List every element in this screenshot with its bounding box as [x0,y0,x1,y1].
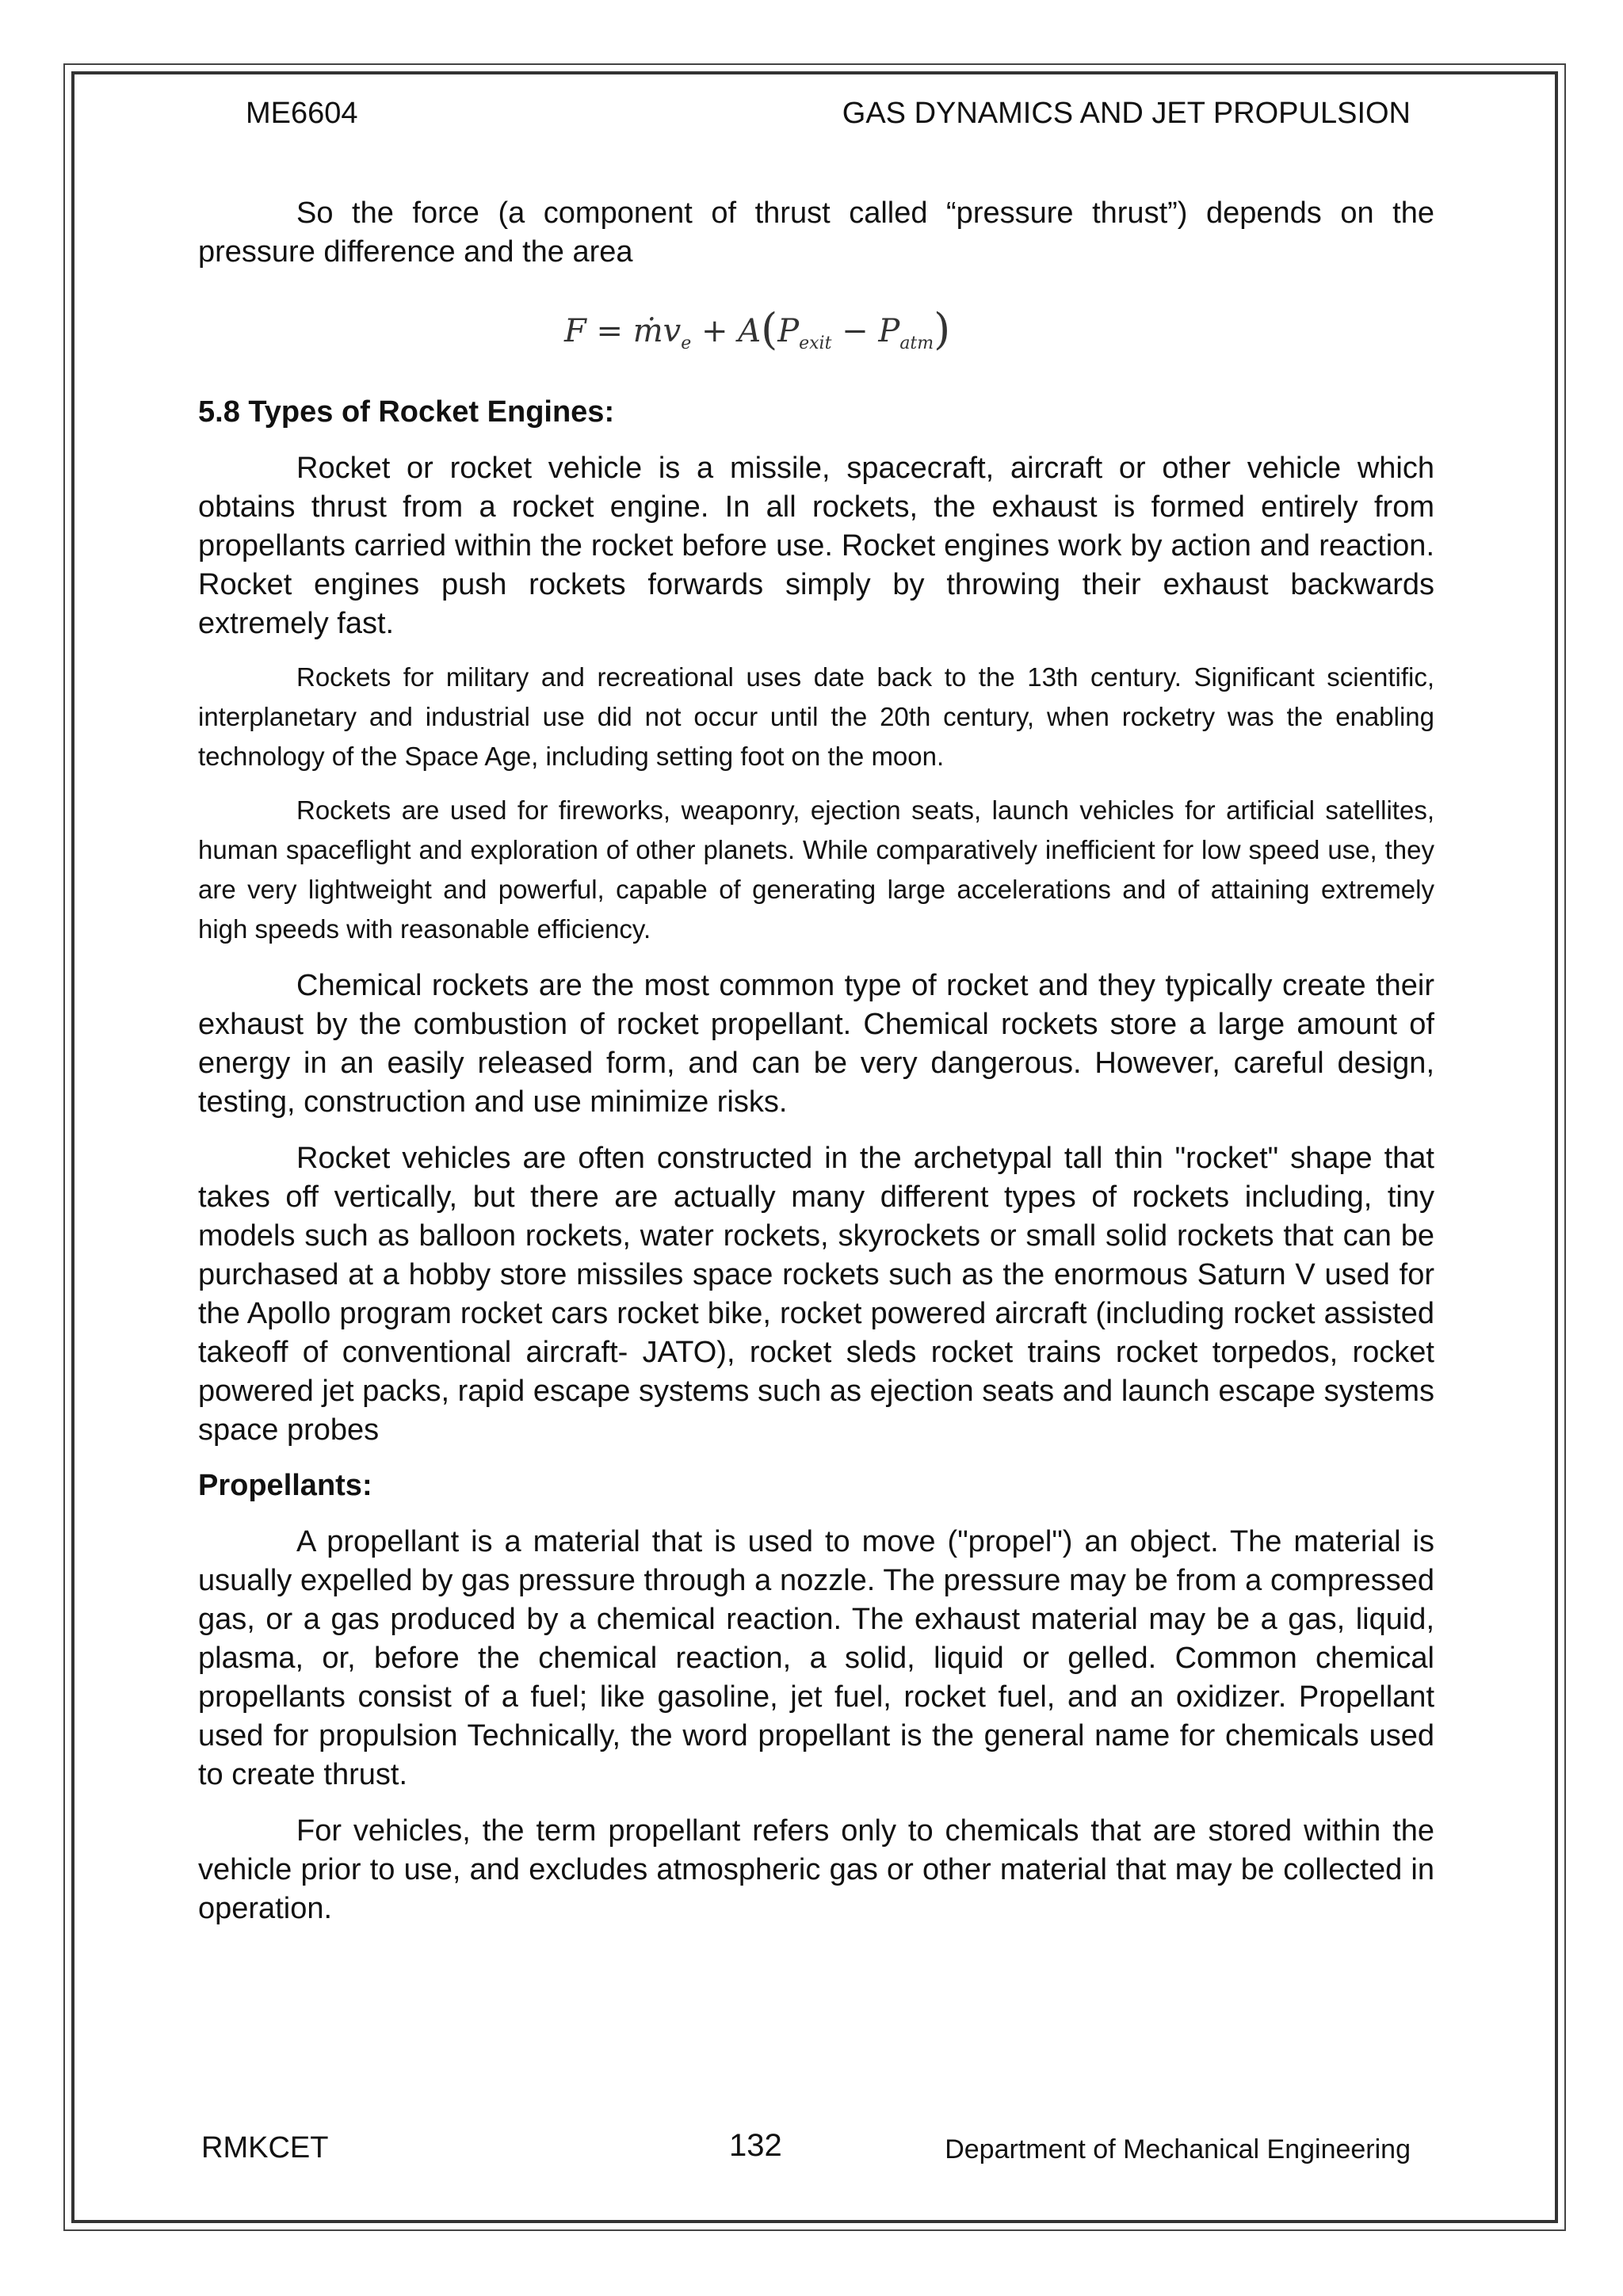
page-content [198,194,1434,1928]
rocket-paragraph-4: Chemical rockets are the most common type of rocket and they typically create their exhaust by the combustion of rocket propellant. Chemical rockets store a large amount of energy in an easily released form, and can be very dangerous. However, careful design, testing, construction and use minimize risks. [198,969,1434,1119]
formula-exit-subscript: exit [799,334,832,353]
formula-open-paren: ( [761,304,778,354]
rocket-paragraph-2: Rockets for military and recreational uses date back to the 13th century. Significant scientific, interplanetary and industrial use did not occur until the 20th century, when rocketry was the enabling technology of the Space Age, including setting foot on the moon. [198,662,1434,771]
course-code: ME6604 [246,97,358,130]
intro-paragraph: So the force (a component of thrust called “pressure thrust”) depends on the pressure difference and the area [198,196,1434,269]
section-heading-rocket-engines: 5.8 Types of Rocket Engines: [198,395,615,429]
thrust-formula [564,302,1434,357]
section-heading-propellants: Propellants: [198,1469,372,1502]
course-title: GAS DYNAMICS AND JET PROPULSION [842,97,1411,130]
rocket-paragraph-1: Rocket or rocket vehicle is a missile, spacecraft, aircraft or other vehicle which obtains thrust from a rocket engine. In all rockets, the exhaust is formed entirely from propellants carried within the rocket before use. Rocket engines work by action and reaction. Rocket engines push rockets forwards simply by throwing their exhaust backwards extremely fast. [198,452,1434,640]
footer-institution: RMKCET [201,2131,329,2164]
formula-atm-subscript: atm [899,334,934,353]
formula-area: A [738,313,762,349]
propellants-paragraph-2: For vehicles, the term propellant refers only to chemicals that are stored within the vehicle prior to use, and excludes atmospheric gas or other material that may be collected in operation. [198,1814,1434,1925]
formula-velocity-subscript: e [681,334,692,353]
page-footer [201,2128,1411,2171]
rocket-paragraph-3: Rockets are used for fireworks, weaponry, ejection seats, launch vehicles for artificial satellites, human spaceflight and exploration of other planets. While comparatively inefficient for low speed use, they are very lightweight and powerful, capable of generating large accelerations and of attaining extremely high speeds with reasonable efficiency. [198,795,1434,944]
formula-lhs: F [564,313,586,349]
formula-close-paren: ) [934,304,951,354]
formula-plus: + [701,313,728,349]
formula-minus: − [842,313,869,349]
propellants-paragraph-1: A propellant is a material that is used to move ("propel") an object. The material is usually expelled by gas pressure through a nozzle. The pressure may be from a compressed gas, or a gas produced by a chemical reaction. The exhaust material may be a gas, liquid, plasma, or, before the chemical reaction, a solid, liquid or gelled. Common chemical propellants consist of a fuel; like gasoline, jet fuel, rocket fuel, and an oxidizer. Propellant used for propulsion Technically, the word propellant is the general name for chemicals used to create thrust. [198,1525,1434,1791]
footer-page-number: 132 [729,2128,782,2163]
footer-department: Department of Mechanical Engineering [945,2134,1411,2164]
formula-exit-pressure: P [777,313,800,349]
formula-equals: = [596,313,623,349]
formula-mass-flow-velocity: ṁv [632,313,682,349]
rocket-paragraph-5: Rocket vehicles are often constructed in the archetypal tall thin "rocket" shape that takes off vertically, but there are actually many different types of rockets including, tiny models such as balloon rockets, water rockets, skyrockets or small solid rockets that can be purchased at a hobby store missiles space rockets such as the enormous Saturn V used for the Apollo program rocket cars rocket bike, rocket powered aircraft (including rocket assisted takeoff of conventional aircraft- JATO), rocket sleds rocket trains rocket torpedos, rocket powered jet packs, rapid escape systems such as ejection seats and launch escape systems space probes [198,1142,1434,1447]
formula-atm-pressure: P [878,313,900,349]
page-header [246,93,1411,133]
